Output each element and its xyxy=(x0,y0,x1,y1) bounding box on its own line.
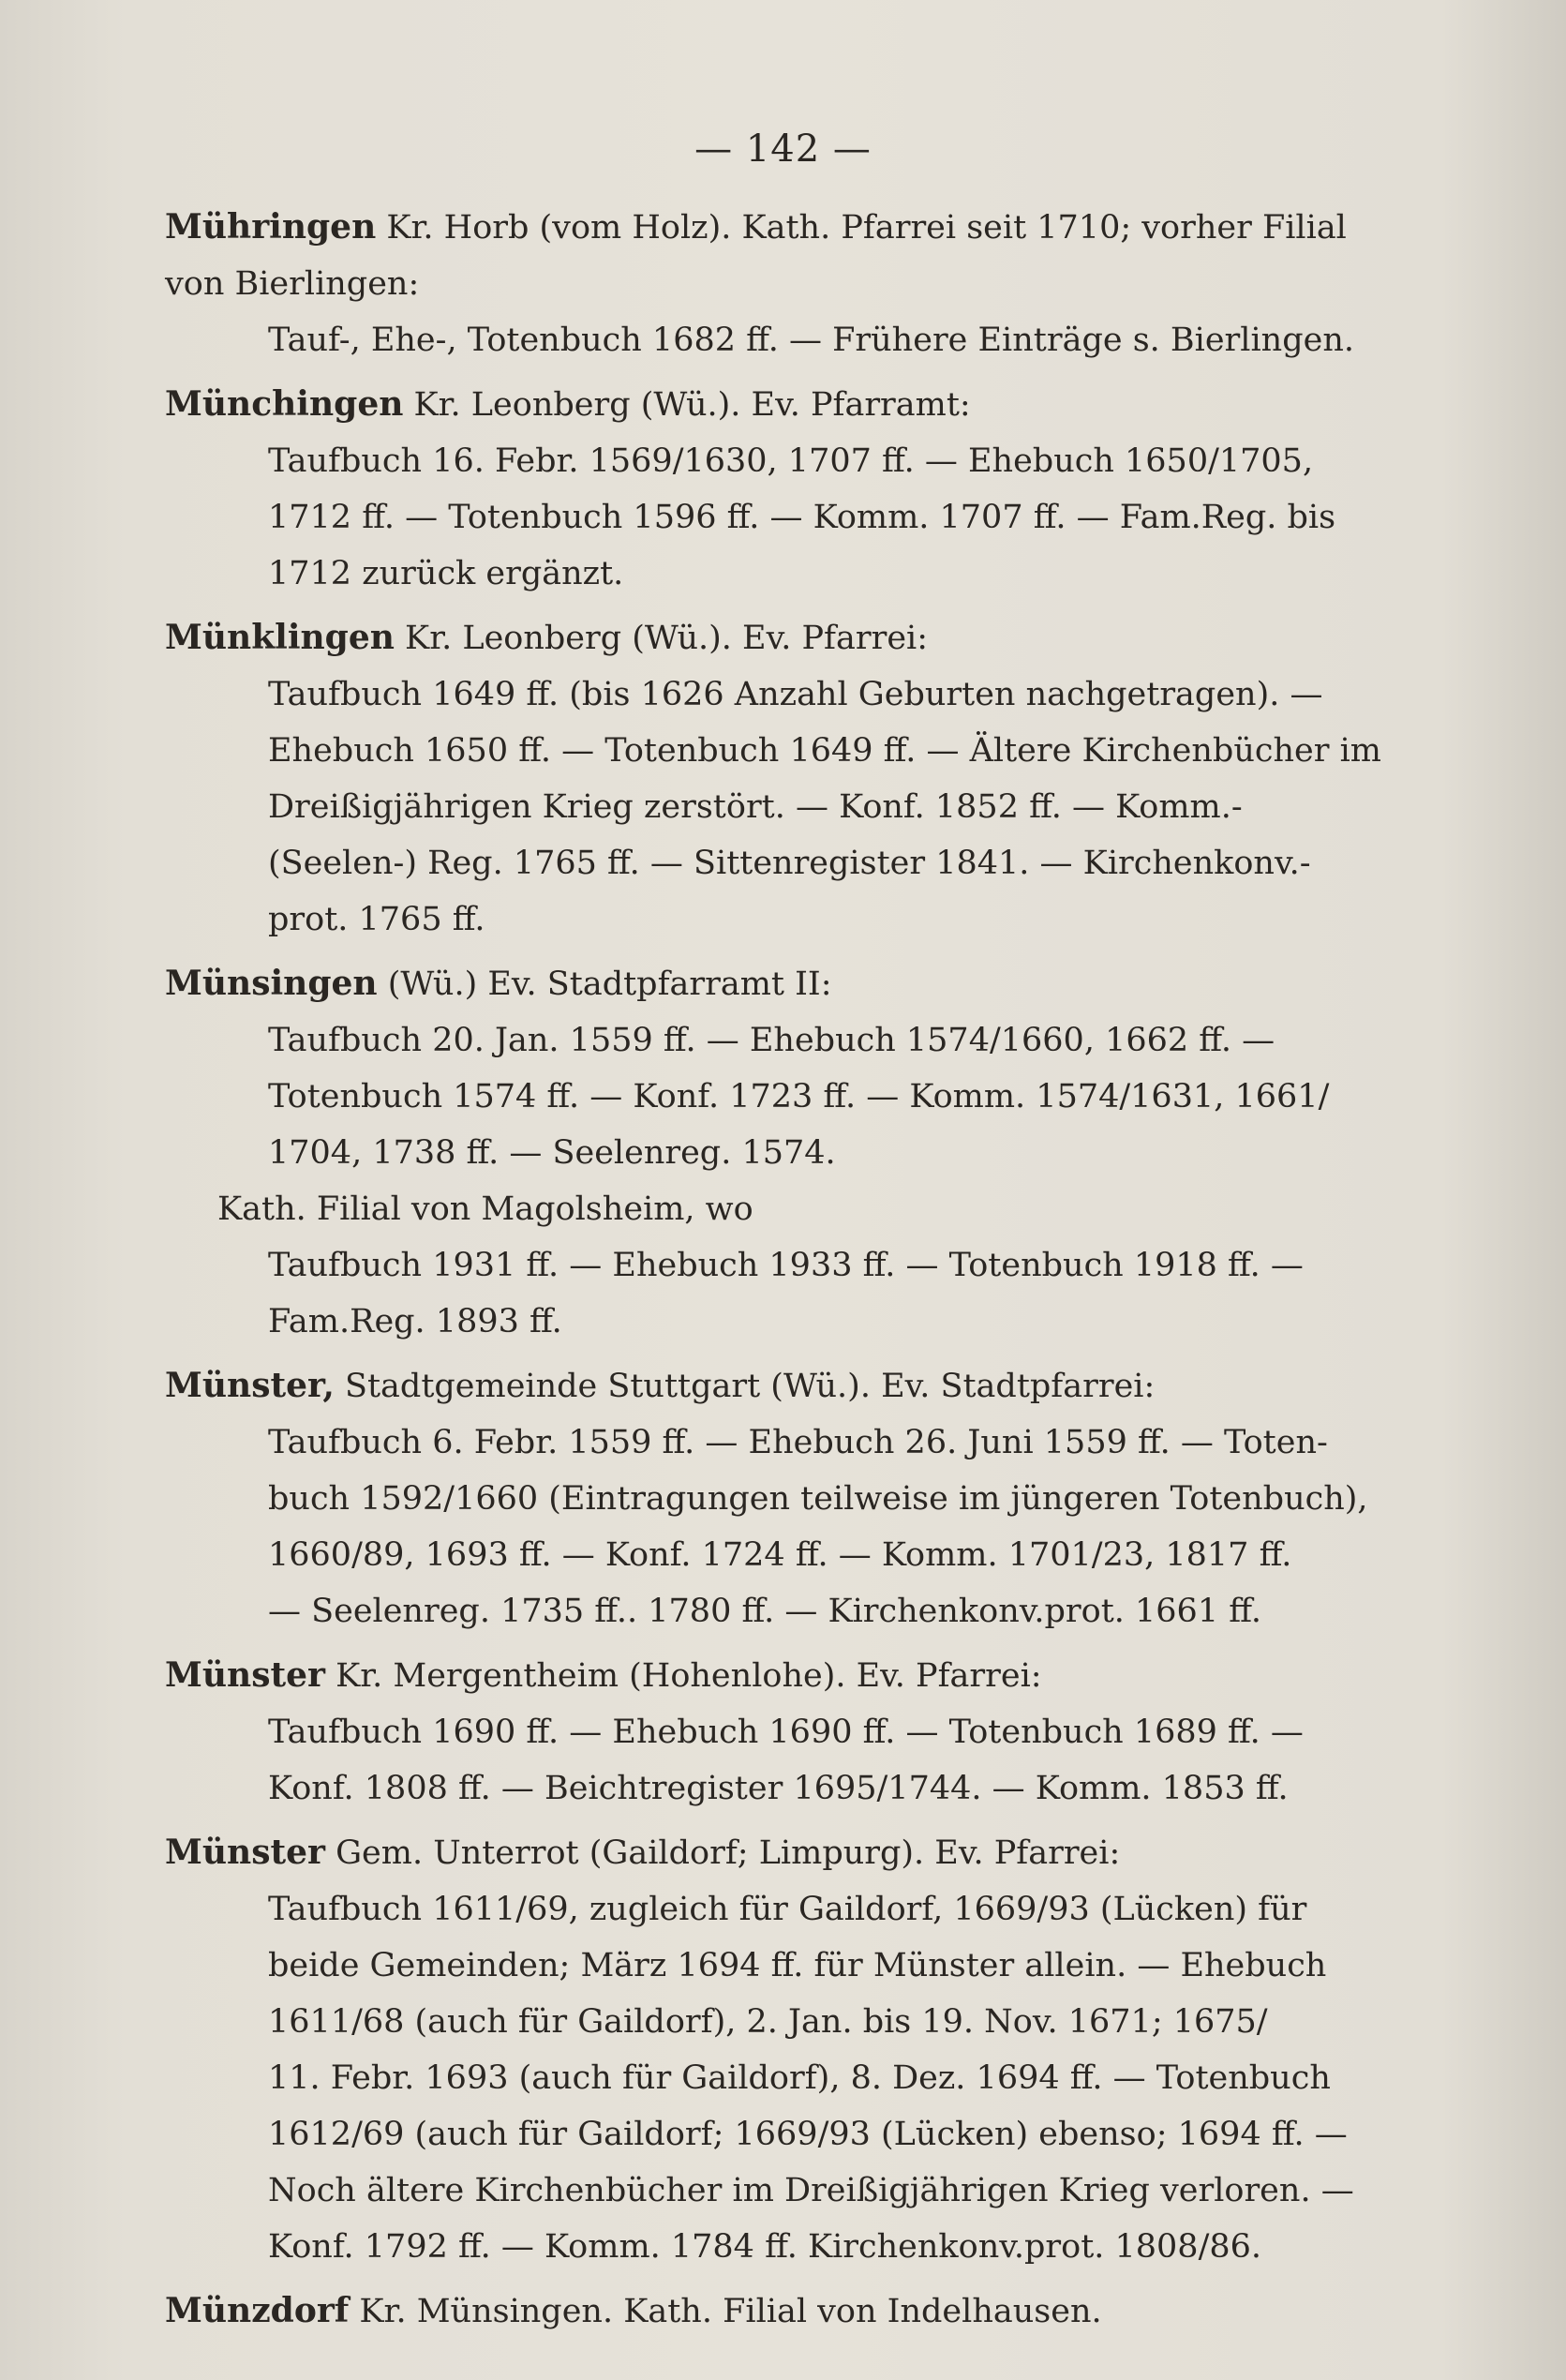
entry-text: (Wü.) Ev. Stadtpfarramt II: xyxy=(377,965,832,1003)
entry-text: von Bierlingen: xyxy=(165,265,420,303)
entry-text: Taufbuch 1649 ff. (bis 1626 Anzahl Geburten nachgetragen). — xyxy=(268,676,1323,713)
entry-muenster-mergentheim xyxy=(165,1647,1393,1817)
entry-heading: Münster xyxy=(165,1655,325,1695)
entry-text: 1712 ff. — Totenbuch 1596 ff. — Komm. 1707 ff. — Fam.Reg. bis xyxy=(268,499,1336,536)
entry-text: Konf. 1792 ff. — Komm. 1784 ff. Kirchenkonv.prot. 1808/86. xyxy=(268,2228,1262,2266)
entry-muenzdorf xyxy=(165,2283,1393,2340)
entry-text: Gem. Unterrot (Gaildorf; Limpurg). Ev. Pfarrei: xyxy=(324,1834,1121,1872)
entry-heading: Mühringen xyxy=(165,207,377,247)
entry-muenster-unterrot xyxy=(165,1824,1393,2275)
entry-text: 1611/68 (auch für Gaildorf), 2. Jan. bis 19. Nov. 1671; 1675/ xyxy=(268,2003,1268,2041)
entry-text: Taufbuch 16. Febr. 1569/1630, 1707 ff. — Ehebuch 1650/1705, xyxy=(268,442,1314,480)
entry-text: Kr. Leonberg (Wü.). Ev. Pfarrei: xyxy=(394,620,929,657)
entry-heading: Münster, xyxy=(165,1366,335,1405)
entry-text: Taufbuch 6. Febr. 1559 ff. — Ehebuch 26. Juni 1559 ff. — Toten- xyxy=(268,1424,1328,1461)
entry-muehringen xyxy=(165,199,1393,368)
entry-muenster-stuttgart xyxy=(165,1357,1393,1639)
entry-text: 1704, 1738 ff. — Seelenreg. 1574. xyxy=(268,1134,836,1172)
entry-muensingen xyxy=(165,955,1393,1350)
entry-text: Taufbuch 1931 ff. — Ehebuch 1933 ff. — Totenbuch 1918 ff. — xyxy=(268,1247,1304,1284)
entry-text: 11. Febr. 1693 (auch für Gaildorf), 8. Dez. 1694 ff. — Totenbuch xyxy=(268,2059,1331,2097)
entry-muenklingen xyxy=(165,609,1393,948)
entry-text: Taufbuch 1690 ff. — Ehebuch 1690 ff. — Totenbuch 1689 ff. — xyxy=(268,1714,1304,1751)
entry-text: Fam.Reg. 1893 ff. xyxy=(268,1303,562,1340)
entry-muenchingen xyxy=(165,376,1393,602)
entry-text: Tauf-, Ehe-, Totenbuch 1682 ff. — Frühere Einträge s. Bierlingen. xyxy=(268,322,1354,359)
register-content xyxy=(165,199,1393,2347)
entry-text: Dreißigjährigen Krieg zerstört. — Konf. 1852 ff. — Komm.- xyxy=(268,788,1243,826)
entry-text: Kr. Leonberg (Wü.). Ev. Pfarramt: xyxy=(403,386,971,424)
entry-text: buch 1592/1660 (Eintragungen teilweise im jüngeren Totenbuch), xyxy=(268,1480,1368,1518)
entry-text: prot. 1765 ff. xyxy=(268,901,485,938)
entry-text: Taufbuch 1611/69, zugleich für Gaildorf, 1669/93 (Lücken) für xyxy=(268,1891,1307,1928)
entry-text: Konf. 1808 ff. — Beichtregister 1695/1744. — Komm. 1853 ff. xyxy=(268,1770,1289,1807)
entry-heading: Münchingen xyxy=(165,384,404,424)
page-number: — 142 — xyxy=(694,127,872,171)
entry-text: Stadtgemeinde Stuttgart (Wü.). Ev. Stadtpfarrei: xyxy=(334,1368,1156,1405)
entry-heading: Münklingen xyxy=(165,618,395,657)
entry-text: — Seelenreg. 1735 ff.. 1780 ff. — Kirchenkonv.prot. 1661 ff. xyxy=(268,1593,1261,1630)
entry-text: 1660/89, 1693 ff. — Konf. 1724 ff. — Komm. 1701/23, 1817 ff. xyxy=(268,1536,1292,1574)
entry-text: Noch ältere Kirchenbücher im Dreißigjährigen Krieg verloren. — xyxy=(268,2172,1354,2209)
entry-text: Kr. Mergentheim (Hohenlohe). Ev. Pfarrei: xyxy=(324,1657,1042,1695)
entry-text: Kr. Münsingen. Kath. Filial von Indelhausen. xyxy=(349,2293,1102,2330)
entry-heading: Münster xyxy=(165,1833,325,1872)
entry-text: 1712 zurück ergänzt. xyxy=(268,555,624,592)
entry-heading: Münzdorf xyxy=(165,2291,350,2330)
entry-text: (Seelen-) Reg. 1765 ff. — Sittenregister 1841. — Kirchenkonv.- xyxy=(268,845,1311,882)
entry-text: Kr. Horb (vom Holz). Kath. Pfarrei seit 1710; vorher Filial xyxy=(376,209,1347,247)
entry-text: beide Gemeinden; März 1694 ff. für Münster allein. — Ehebuch xyxy=(268,1947,1327,1984)
entry-text: Totenbuch 1574 ff. — Konf. 1723 ff. — Komm. 1574/1631, 1661/ xyxy=(268,1078,1330,1115)
entry-text: 1612/69 (auch für Gaildorf; 1669/93 (Lücken) ebenso; 1694 ff. — xyxy=(268,2116,1348,2153)
entry-text: Kath. Filial von Magolsheim, wo xyxy=(217,1190,753,1228)
entry-text: Taufbuch 20. Jan. 1559 ff. — Ehebuch 1574/1660, 1662 ff. — xyxy=(268,1022,1275,1059)
entry-text: Ehebuch 1650 ff. — Totenbuch 1649 ff. — Ältere Kirchenbücher im xyxy=(268,732,1381,770)
entry-heading: Münsingen xyxy=(165,964,378,1003)
